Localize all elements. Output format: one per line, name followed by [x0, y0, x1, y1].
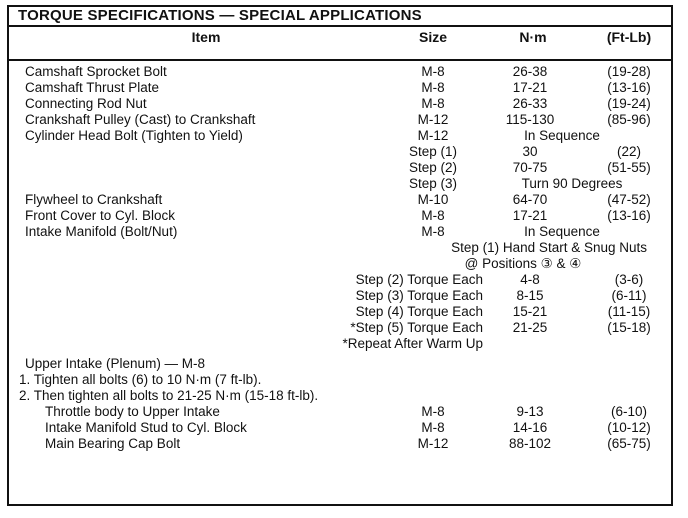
table-row-nm: In Sequence: [524, 128, 600, 143]
table-row-ftlb: (13-16): [607, 208, 651, 223]
header-row: [9, 27, 671, 61]
table-row-size: M-8: [421, 64, 445, 79]
table-row-size: M-8: [421, 420, 445, 435]
table-row-item: Connecting Rod Nut: [25, 96, 147, 111]
table-row-size: M-8: [421, 404, 445, 419]
step-ftlb: (3-6): [614, 272, 644, 287]
step-nm: 15-21: [512, 304, 548, 319]
table-row-ftlb: (47-52): [607, 192, 651, 207]
table-row-ftlb: (19-24): [607, 96, 651, 111]
table-row-size: M-8: [421, 224, 445, 239]
step-ftlb: (11-15): [607, 304, 651, 319]
step-label: Step (3) Torque Each: [355, 288, 483, 303]
table-row-item: Cylinder Head Bolt (Tighten to Yield): [25, 128, 243, 143]
step-nm: 4-8: [520, 272, 540, 287]
table-row-nm: 88-102: [508, 436, 552, 451]
table-row-nm: 14-16: [512, 420, 548, 435]
header-ftlb: (Ft-Lb): [606, 29, 652, 45]
step-ftlb: (15-18): [607, 320, 651, 335]
table-row-item: Throttle body to Upper Intake: [45, 404, 220, 419]
repeat-note: *Repeat After Warm Up: [342, 336, 483, 351]
table-row-size: M-12: [417, 128, 449, 143]
table-row-ftlb: (65-75): [607, 436, 651, 451]
table-row-nm: 115-130: [505, 112, 555, 127]
step-label: Step (1): [408, 144, 458, 159]
header-item: Item: [191, 29, 221, 45]
step-nm: Turn 90 Degrees: [521, 176, 623, 191]
table-row-nm: 64-70: [512, 192, 548, 207]
torque-spec-table: [7, 5, 673, 506]
header-nm: N·m: [519, 29, 547, 45]
table-row-item: Camshaft Sprocket Bolt: [25, 64, 167, 79]
step-label: Step (2): [408, 160, 458, 175]
table-row-size: M-8: [421, 96, 445, 111]
step-label: Step (2) Torque Each: [355, 272, 483, 287]
intake-step1-line2: @ Positions ③ & ④: [464, 256, 582, 271]
table-row-ftlb: (6-10): [610, 404, 648, 419]
table-row-size: M-8: [421, 208, 445, 223]
table-row-size: M-12: [417, 436, 449, 451]
upper-intake-note: 2. Then tighten all bolts to 21-25 N·m (15-18 ft-lb).: [19, 388, 319, 403]
table-title: TORQUE SPECIFICATIONS — SPECIAL APPLICATIONS: [18, 7, 422, 24]
step-ftlb: (22): [616, 144, 642, 159]
table-row-nm: 26-33: [512, 96, 548, 111]
table-row-nm: 17-21: [512, 208, 548, 223]
table-row-item: Intake Manifold Stud to Cyl. Block: [45, 420, 247, 435]
table-row-size: M-10: [417, 192, 449, 207]
step-label: *Step (5) Torque Each: [350, 320, 483, 335]
step-label: Step (3): [408, 176, 458, 191]
table-row-nm: 9-13: [516, 404, 544, 419]
title-bar: [9, 7, 671, 27]
table-row-item: Crankshaft Pulley (Cast) to Crankshaft: [25, 112, 256, 127]
step-nm: 8-15: [516, 288, 544, 303]
upper-intake-note: 1. Tighten all bolts (6) to 10 N·m (7 ft-lb).: [19, 372, 262, 387]
table-row-size: M-12: [417, 112, 449, 127]
table-row-nm: 17-21: [512, 80, 548, 95]
step-ftlb: (51-55): [607, 160, 651, 175]
table-row-item: Camshaft Thrust Plate: [25, 80, 160, 95]
step-label: Step (4) Torque Each: [355, 304, 483, 319]
table-row-item: Main Bearing Cap Bolt: [45, 436, 181, 451]
intake-step1-line1: Step (1) Hand Start & Snug Nuts: [451, 240, 647, 255]
table-row-item: Front Cover to Cyl. Block: [25, 208, 176, 223]
upper-intake-title: Upper Intake (Plenum) — M-8: [25, 356, 206, 371]
table-row-ftlb: (10-12): [607, 420, 651, 435]
step-nm: 30: [522, 144, 538, 159]
step-nm: 21-25: [512, 320, 548, 335]
table-row-item: Intake Manifold (Bolt/Nut): [25, 224, 178, 239]
step-ftlb: (6-11): [611, 288, 647, 303]
table-row-ftlb: (85-96): [607, 112, 651, 127]
header-size: Size: [418, 29, 448, 45]
table-row-nm: 26-38: [512, 64, 548, 79]
table-row-nm: In Sequence: [524, 224, 600, 239]
table-row-ftlb: (19-28): [607, 64, 651, 79]
table-row-ftlb: (13-16): [607, 80, 651, 95]
table-row-item: Flywheel to Crankshaft: [25, 192, 163, 207]
step-nm: 70-75: [512, 160, 548, 175]
table-row-size: M-8: [421, 80, 445, 95]
